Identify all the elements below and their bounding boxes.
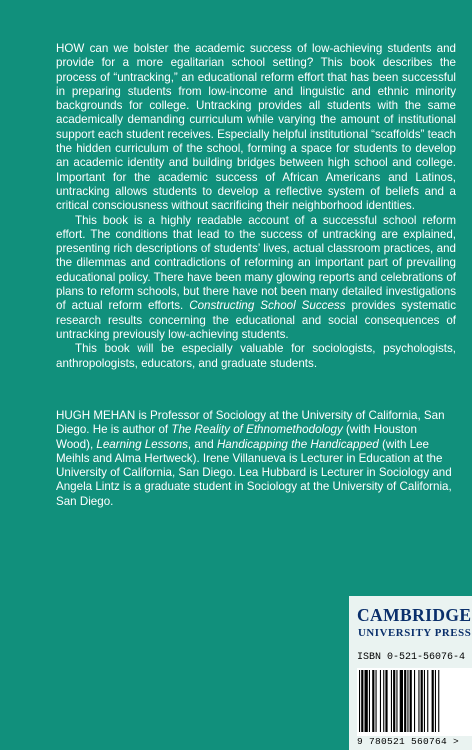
bio-text-1: HUGH MEHAN is Professor of Sociology at the University of California, San Diego. He is author of [56,409,445,437]
barcode-bar [361,670,363,732]
bio-text-2: (with Houston Wood), [56,423,417,451]
bio-text-4: (with Lee Meihls and Alma Hertweck). Irene Villanueva is Lecturer in Education at the University of California, San Diego. Lea Hubbard is Lecturer in Sociology and Angela Lintz is a graduate student in Sociology at the University of California, San Diego. [56,437,452,508]
description-paragraph-2 [56,214,456,343]
barcode-bar [421,670,423,732]
drop-cap: H [56,42,65,55]
description-text-2a: This book is a highly readable account of a successful school reform effort. The conditions that lead to the success of untracking are explained, presenting rich descriptions of students’ lives, actual classroom practices, and the dilemmas and contradictions of reforming an important part of prevailing educational policy. There have been many glowing reports and celebrations of plans to reform schools, but there have not been many detailed investigations of actual reform efforts. [56,213,456,313]
bio-text-3: , and [187,437,217,451]
barcode-bar [400,670,403,732]
description-paragraph-3: This book will be especially valuable for sociologists, psychologists, anthropologists, educators, and graduate students. [56,342,456,370]
barcode-bar [432,670,434,732]
barcode-bar [427,670,428,732]
barcode-bar [391,670,392,732]
barcode-bar [410,670,412,732]
barcode-digits: 9 780521 560764 > [357,736,460,747]
barcode-bar [407,670,408,732]
bio-book-2: Learning Lessons [96,437,188,451]
barcode-bar [393,670,395,732]
bio-book-3: Handicapping the Handicapped [216,437,379,451]
barcode-bar [369,670,370,732]
publisher-panel [349,596,472,750]
barcode-bar [414,670,415,732]
barcode-bar [365,670,368,732]
publisher-subtitle: UNIVERSITY PRESS [358,627,472,639]
description-text-2b: provides systematic research results concerning the educational and social consequences of untracking previously low-achieving students. [56,299,456,341]
isbn-label: ISBN 0-521-56076-4 [357,652,466,663]
barcode-bar [385,670,387,732]
barcode-bar [404,670,406,732]
author-bios [56,409,456,509]
barcode-bars [357,668,472,734]
book-description [56,42,456,371]
barcode-bar [418,670,419,732]
author-bio-paragraph [56,409,456,509]
barcode [357,668,472,747]
barcode-bar [380,670,381,732]
barcode-bar [372,670,374,732]
barcode-bar [359,670,360,732]
barcode-bar [435,670,436,732]
barcode-bar [383,670,384,732]
publisher-name: CAMBRIDGE [357,605,472,625]
book-title-reference: Constructing School Success [189,299,346,313]
barcode-bar [438,670,439,732]
barcode-bar [424,670,425,732]
description-paragraph-1 [56,42,456,214]
barcode-bar [376,670,377,732]
description-text-1: OW can we bolster the academic success of low-achieving students and provide for a more egalitarian school setting? This book describes the process of “untracking,” an educational reform effort that has been successful in preparing students from low-income and linguistic and ethnic minority backgrounds for college. Untracking provides all students with the same academically demanding curriculum while varying the amount of institutional support each student receives. Especially helpful institutional “scaffolds” teach the hidden curriculum of the school, forming a space for students to develop an academic identity and building bridges between high school and college. Important for the academic success of African Americans and Latinos, untracking allows students to develop a reflective system of beliefs and a critical consciousness without sacrificing their neighborhood identities. [56,42,456,213]
barcode-bar [396,670,397,732]
bio-book-1: The Reality of Ethnomethodology [171,423,343,437]
